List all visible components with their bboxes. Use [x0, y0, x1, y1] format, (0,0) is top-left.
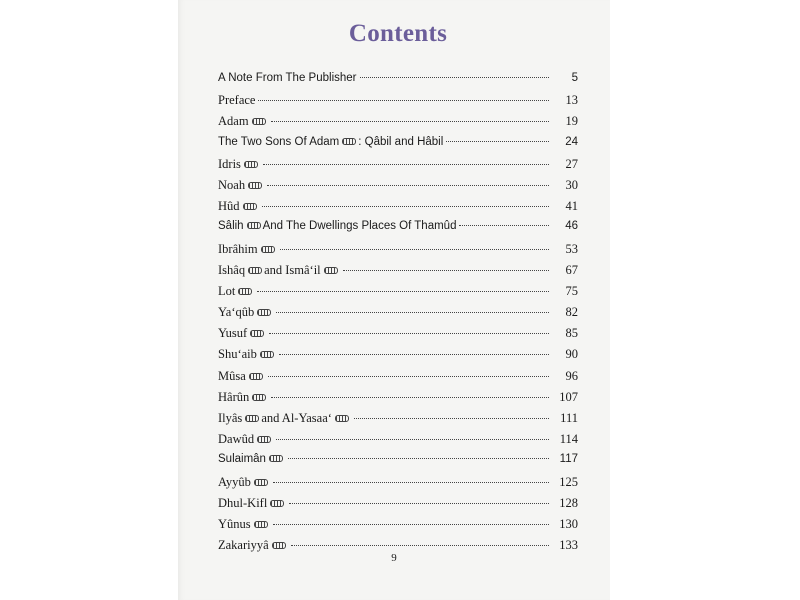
toc-page-number: 53 — [565, 241, 578, 256]
toc-entry-title: Ilyâs — [218, 411, 243, 425]
honorific-calligraphy-icon — [260, 351, 274, 358]
dot-leader — [269, 333, 549, 334]
dot-leader — [267, 185, 549, 186]
toc-entry — [218, 114, 578, 135]
dot-leader — [291, 545, 549, 546]
dot-leader — [268, 376, 549, 377]
dot-leader — [258, 100, 549, 101]
toc-page-number: 30 — [565, 177, 578, 192]
dot-leader — [273, 524, 549, 525]
toc-page-number: 19 — [565, 114, 578, 129]
honorific-calligraphy-icon — [243, 203, 257, 210]
dot-leader — [279, 354, 549, 355]
honorific-calligraphy-icon — [257, 436, 271, 443]
toc-entry-title: Zakariyyâ — [218, 538, 269, 553]
toc-entry-title: Sulaimân — [218, 453, 266, 466]
honorific-calligraphy-icon — [342, 138, 356, 145]
toc-entry — [218, 72, 578, 93]
toc-entry-title: Idris — [218, 156, 241, 171]
dot-leader — [289, 503, 549, 504]
dot-leader — [271, 397, 549, 398]
toc-entry — [218, 496, 578, 517]
honorific-calligraphy-icon — [254, 521, 268, 528]
toc-entry — [218, 369, 578, 390]
honorific-calligraphy-icon — [252, 118, 266, 125]
dot-leader — [271, 121, 549, 122]
honorific-calligraphy-icon — [261, 246, 275, 253]
toc-entry-title: Ishâq — [218, 262, 246, 277]
dot-leader — [276, 439, 549, 440]
dot-leader — [273, 482, 549, 483]
honorific-calligraphy-icon — [254, 479, 268, 486]
toc-entry — [218, 263, 578, 284]
toc-entry-title: Yûnus — [218, 516, 251, 531]
honorific-calligraphy-icon — [245, 415, 259, 422]
toc-page-number: 85 — [565, 326, 578, 341]
toc-entry-title: A Note From The Publisher — [218, 72, 357, 84]
toc-page-number: 114 — [559, 432, 578, 447]
toc-entry — [218, 517, 578, 538]
dot-leader — [263, 164, 549, 165]
honorific-calligraphy-icon — [252, 394, 266, 401]
honorific-calligraphy-icon — [324, 267, 338, 274]
honorific-calligraphy-icon — [270, 500, 284, 507]
toc-entry-title: Hûd — [218, 199, 240, 214]
toc-page-number: 75 — [565, 283, 578, 298]
toc-page-number: 130 — [559, 516, 578, 531]
toc-page-number: 107 — [559, 389, 578, 404]
toc-entry-title: Lot — [218, 283, 236, 298]
toc-entry-title-continuation: and Al-Yasaa‘ — [261, 411, 332, 425]
toc-page-number: 117 — [559, 453, 578, 466]
honorific-calligraphy-icon — [248, 267, 262, 274]
table-of-contents — [218, 72, 578, 559]
toc-page-number: 24 — [565, 135, 578, 148]
toc-entry — [218, 178, 578, 199]
honorific-calligraphy-icon — [244, 161, 258, 168]
honorific-calligraphy-icon — [238, 288, 252, 295]
toc-entry-title-continuation: And The Dwellings Places Of Thamûd — [262, 220, 457, 233]
toc-entry — [218, 305, 578, 326]
dot-leader — [446, 141, 549, 142]
dot-leader — [354, 418, 549, 419]
toc-page-number: 111 — [560, 411, 578, 425]
toc-page-number: 128 — [559, 495, 578, 510]
honorific-calligraphy-icon — [269, 455, 283, 462]
toc-entry-title-continuation: and Ismâ‘il — [264, 262, 321, 277]
toc-entry-title: Sâlih — [218, 220, 244, 233]
toc-page-number: 46 — [565, 220, 578, 233]
toc-entry-title: The Two Sons Of Adam — [218, 135, 340, 148]
toc-entry — [218, 157, 578, 178]
toc-entry-title: Adam — [218, 114, 249, 129]
toc-page-number: 90 — [565, 347, 578, 362]
toc-page-number: 133 — [559, 538, 578, 553]
toc-entry — [218, 242, 578, 263]
toc-entry-title: Preface — [218, 93, 256, 108]
page-title: Contents — [348, 20, 448, 47]
honorific-calligraphy-icon — [335, 415, 349, 422]
folio-page-number: 9 — [391, 552, 397, 564]
honorific-calligraphy-icon — [248, 182, 262, 189]
toc-page-number: 125 — [559, 474, 578, 489]
toc-entry — [218, 136, 578, 157]
toc-entry — [218, 453, 578, 474]
dot-leader — [459, 225, 549, 226]
honorific-calligraphy-icon — [250, 330, 264, 337]
toc-page-number: 13 — [565, 93, 578, 108]
toc-entry — [218, 411, 578, 432]
toc-entry — [218, 347, 578, 368]
toc-page-number: 5 — [571, 72, 578, 84]
dot-leader — [257, 291, 549, 292]
toc-entry-title: Ya‘qûb — [218, 305, 255, 320]
toc-page-number: 41 — [565, 199, 578, 214]
toc-page-number: 67 — [565, 262, 578, 277]
toc-entry — [218, 390, 578, 411]
toc-page-number: 82 — [565, 305, 578, 320]
honorific-calligraphy-icon — [247, 222, 261, 229]
toc-entry — [218, 432, 578, 453]
toc-entry-title: Dawûd — [218, 432, 255, 447]
toc-entry — [218, 199, 578, 220]
toc-entry-title: Ayyûb — [218, 474, 251, 489]
toc-page-number: 27 — [565, 156, 578, 171]
toc-entry — [218, 475, 578, 496]
toc-entry-title: Noah — [218, 177, 246, 192]
dot-leader — [360, 77, 550, 78]
dot-leader — [288, 458, 549, 459]
toc-entry — [218, 93, 578, 114]
toc-entry-title: Dhul-Kifl — [218, 495, 268, 510]
dot-leader — [262, 206, 549, 207]
dot-leader — [280, 249, 549, 250]
toc-page-number: 96 — [565, 368, 578, 383]
honorific-calligraphy-icon — [257, 309, 271, 316]
toc-entry-title: Hârûn — [218, 389, 250, 404]
toc-entry — [218, 284, 578, 305]
dot-leader — [343, 270, 549, 271]
toc-entry-title: Shu‘aib — [218, 347, 257, 362]
toc-entry-title: Mûsa — [218, 368, 246, 383]
honorific-calligraphy-icon — [272, 542, 286, 549]
toc-entry-title-continuation: : Qâbil and Hâbil — [358, 135, 444, 148]
honorific-calligraphy-icon — [249, 373, 263, 380]
toc-entry — [218, 220, 578, 241]
toc-entry-title: Ibrâhim — [218, 241, 258, 256]
dot-leader — [276, 312, 549, 313]
toc-entry-title: Yusuf — [218, 326, 248, 341]
toc-entry — [218, 326, 578, 347]
